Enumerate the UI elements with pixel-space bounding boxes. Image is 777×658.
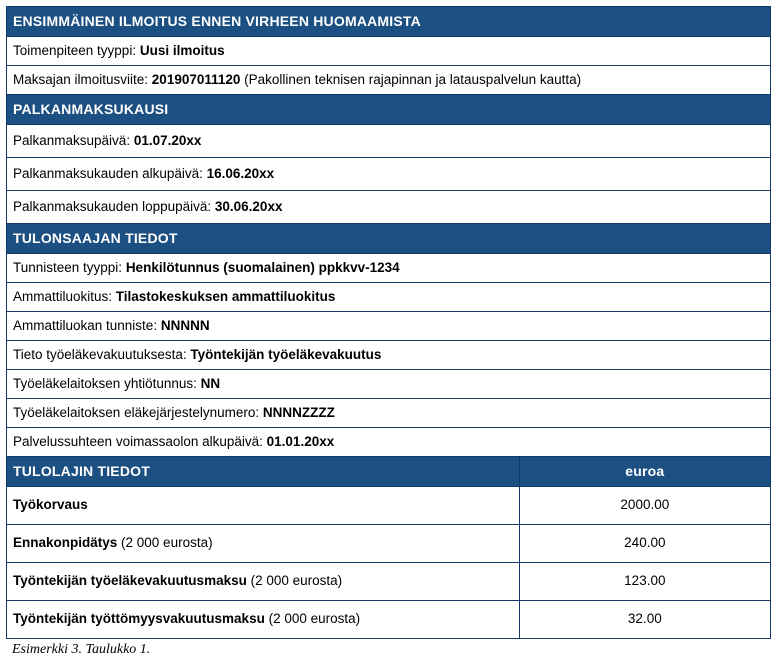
field-tyoelakelaitoksen-yhtiotunnus (7, 370, 771, 399)
income-type-label (7, 563, 520, 601)
table-row (7, 370, 771, 399)
income-type-name: Työntekijän työttömyysvakuutusmaksu (13, 611, 265, 627)
field-label: Maksajan ilmoitusviite: (13, 71, 152, 87)
section-title: PALKANMAKSUKAUSI (7, 95, 771, 125)
field-value: Tilastokeskuksen ammattiluokitus (115, 288, 336, 304)
income-type-amount: 32.00 (519, 601, 770, 639)
table-row (7, 399, 771, 428)
field-value: NNNNN (160, 317, 210, 333)
table-row (7, 487, 771, 525)
section-header-first-notice (7, 7, 771, 37)
field-palkanmaksukauden-loppupaiva (7, 191, 771, 224)
field-label: Palkanmaksukauden loppupäivä: (13, 198, 215, 214)
field-value: Henkilötunnus (suomalainen) ppkkvv-1234 (125, 259, 400, 275)
income-type-amount: 240.00 (519, 525, 770, 563)
section-header-income-types (7, 457, 771, 487)
field-maksajan-ilmoitusviite (7, 66, 771, 95)
field-tunnisteen-tyyppi (7, 254, 771, 283)
field-ammattiluokitus (7, 283, 771, 312)
field-value: Työntekijän työeläkevakuutus (190, 346, 382, 362)
field-value: NNNNZZZZ (262, 404, 335, 420)
table-row (7, 428, 771, 457)
field-palkanmaksukauden-alkupaiva (7, 158, 771, 191)
field-toimenpiteen-tyyppi (7, 37, 771, 66)
field-label: Ammattiluokitus: (13, 288, 116, 304)
table-row (7, 254, 771, 283)
table-row (7, 191, 771, 224)
field-value: 30.06.20xx (214, 198, 283, 214)
table-row (7, 341, 771, 370)
field-value: 16.06.20xx (206, 165, 275, 181)
field-note: (Pakollinen teknisen rajapinnan ja latauspalvelun kautta) (240, 71, 582, 87)
income-type-suffix: (2 000 eurosta) (246, 573, 343, 589)
table-row (7, 66, 771, 95)
field-value: 01.01.20xx (266, 433, 335, 449)
income-type-suffix: (2 000 eurosta) (264, 611, 361, 627)
field-value: 01.07.20xx (133, 132, 202, 148)
field-tieto-tyoelakevakuutuksesta (7, 341, 771, 370)
table-row (7, 563, 771, 601)
section-header-income-earner (7, 224, 771, 254)
table-row (7, 283, 771, 312)
table-row (7, 125, 771, 158)
table-row (7, 312, 771, 341)
income-type-name: Työntekijän työeläkevakuutusmaksu (13, 573, 247, 589)
field-ammattiluokan-tunniste (7, 312, 771, 341)
income-type-label (7, 487, 520, 525)
income-type-suffix: (2 000 eurosta) (117, 535, 213, 551)
section-header-pay-period (7, 95, 771, 125)
income-type-amount: 123.00 (519, 563, 770, 601)
field-label: Tunnisteen tyyppi: (13, 259, 126, 275)
income-type-label (7, 601, 520, 639)
field-palkanmaksupaiva (7, 125, 771, 158)
field-label: Toimenpiteen tyyppi: (13, 42, 140, 58)
field-value: Uusi ilmoitus (139, 42, 225, 58)
amount-column-header: euroa (519, 457, 770, 487)
section-title: TULOLAJIN TIEDOT (7, 457, 520, 487)
field-value: 201907011120 (151, 71, 241, 87)
income-type-label (7, 525, 520, 563)
table-row (7, 525, 771, 563)
field-elakejarjestelynumero (7, 399, 771, 428)
table-row (7, 37, 771, 66)
field-label: Ammattiluokan tunniste: (13, 317, 161, 333)
income-type-name: Työkorvaus (13, 497, 88, 513)
field-label: Tieto työeläkevakuutuksesta: (13, 346, 191, 362)
field-label: Palkanmaksupäivä: (13, 132, 134, 148)
field-label: Palkanmaksukauden alkupäivä: (13, 165, 207, 181)
section-title: TULONSAAJAN TIEDOT (7, 224, 771, 254)
income-type-amount: 2000.00 (519, 487, 770, 525)
field-value: NN (200, 375, 221, 391)
income-type-name: Ennakonpidätys (13, 535, 118, 551)
field-palvelussuhteen-alkupaiva (7, 428, 771, 457)
table-row (7, 601, 771, 639)
section-title: ENSIMMÄINEN ILMOITUS ENNEN VIRHEEN HUOMAAMISTA (7, 7, 771, 37)
field-label: Palvelussuhteen voimassaolon alkupäivä: (13, 433, 267, 449)
field-label: Työeläkelaitoksen eläkejärjestelynumero: (13, 404, 263, 420)
field-label: Työeläkelaitoksen yhtiötunnus: (13, 375, 201, 391)
example-table (6, 6, 771, 639)
table-row (7, 158, 771, 191)
figure-caption: Esimerkki 3. Taulukko 1. (12, 642, 151, 657)
